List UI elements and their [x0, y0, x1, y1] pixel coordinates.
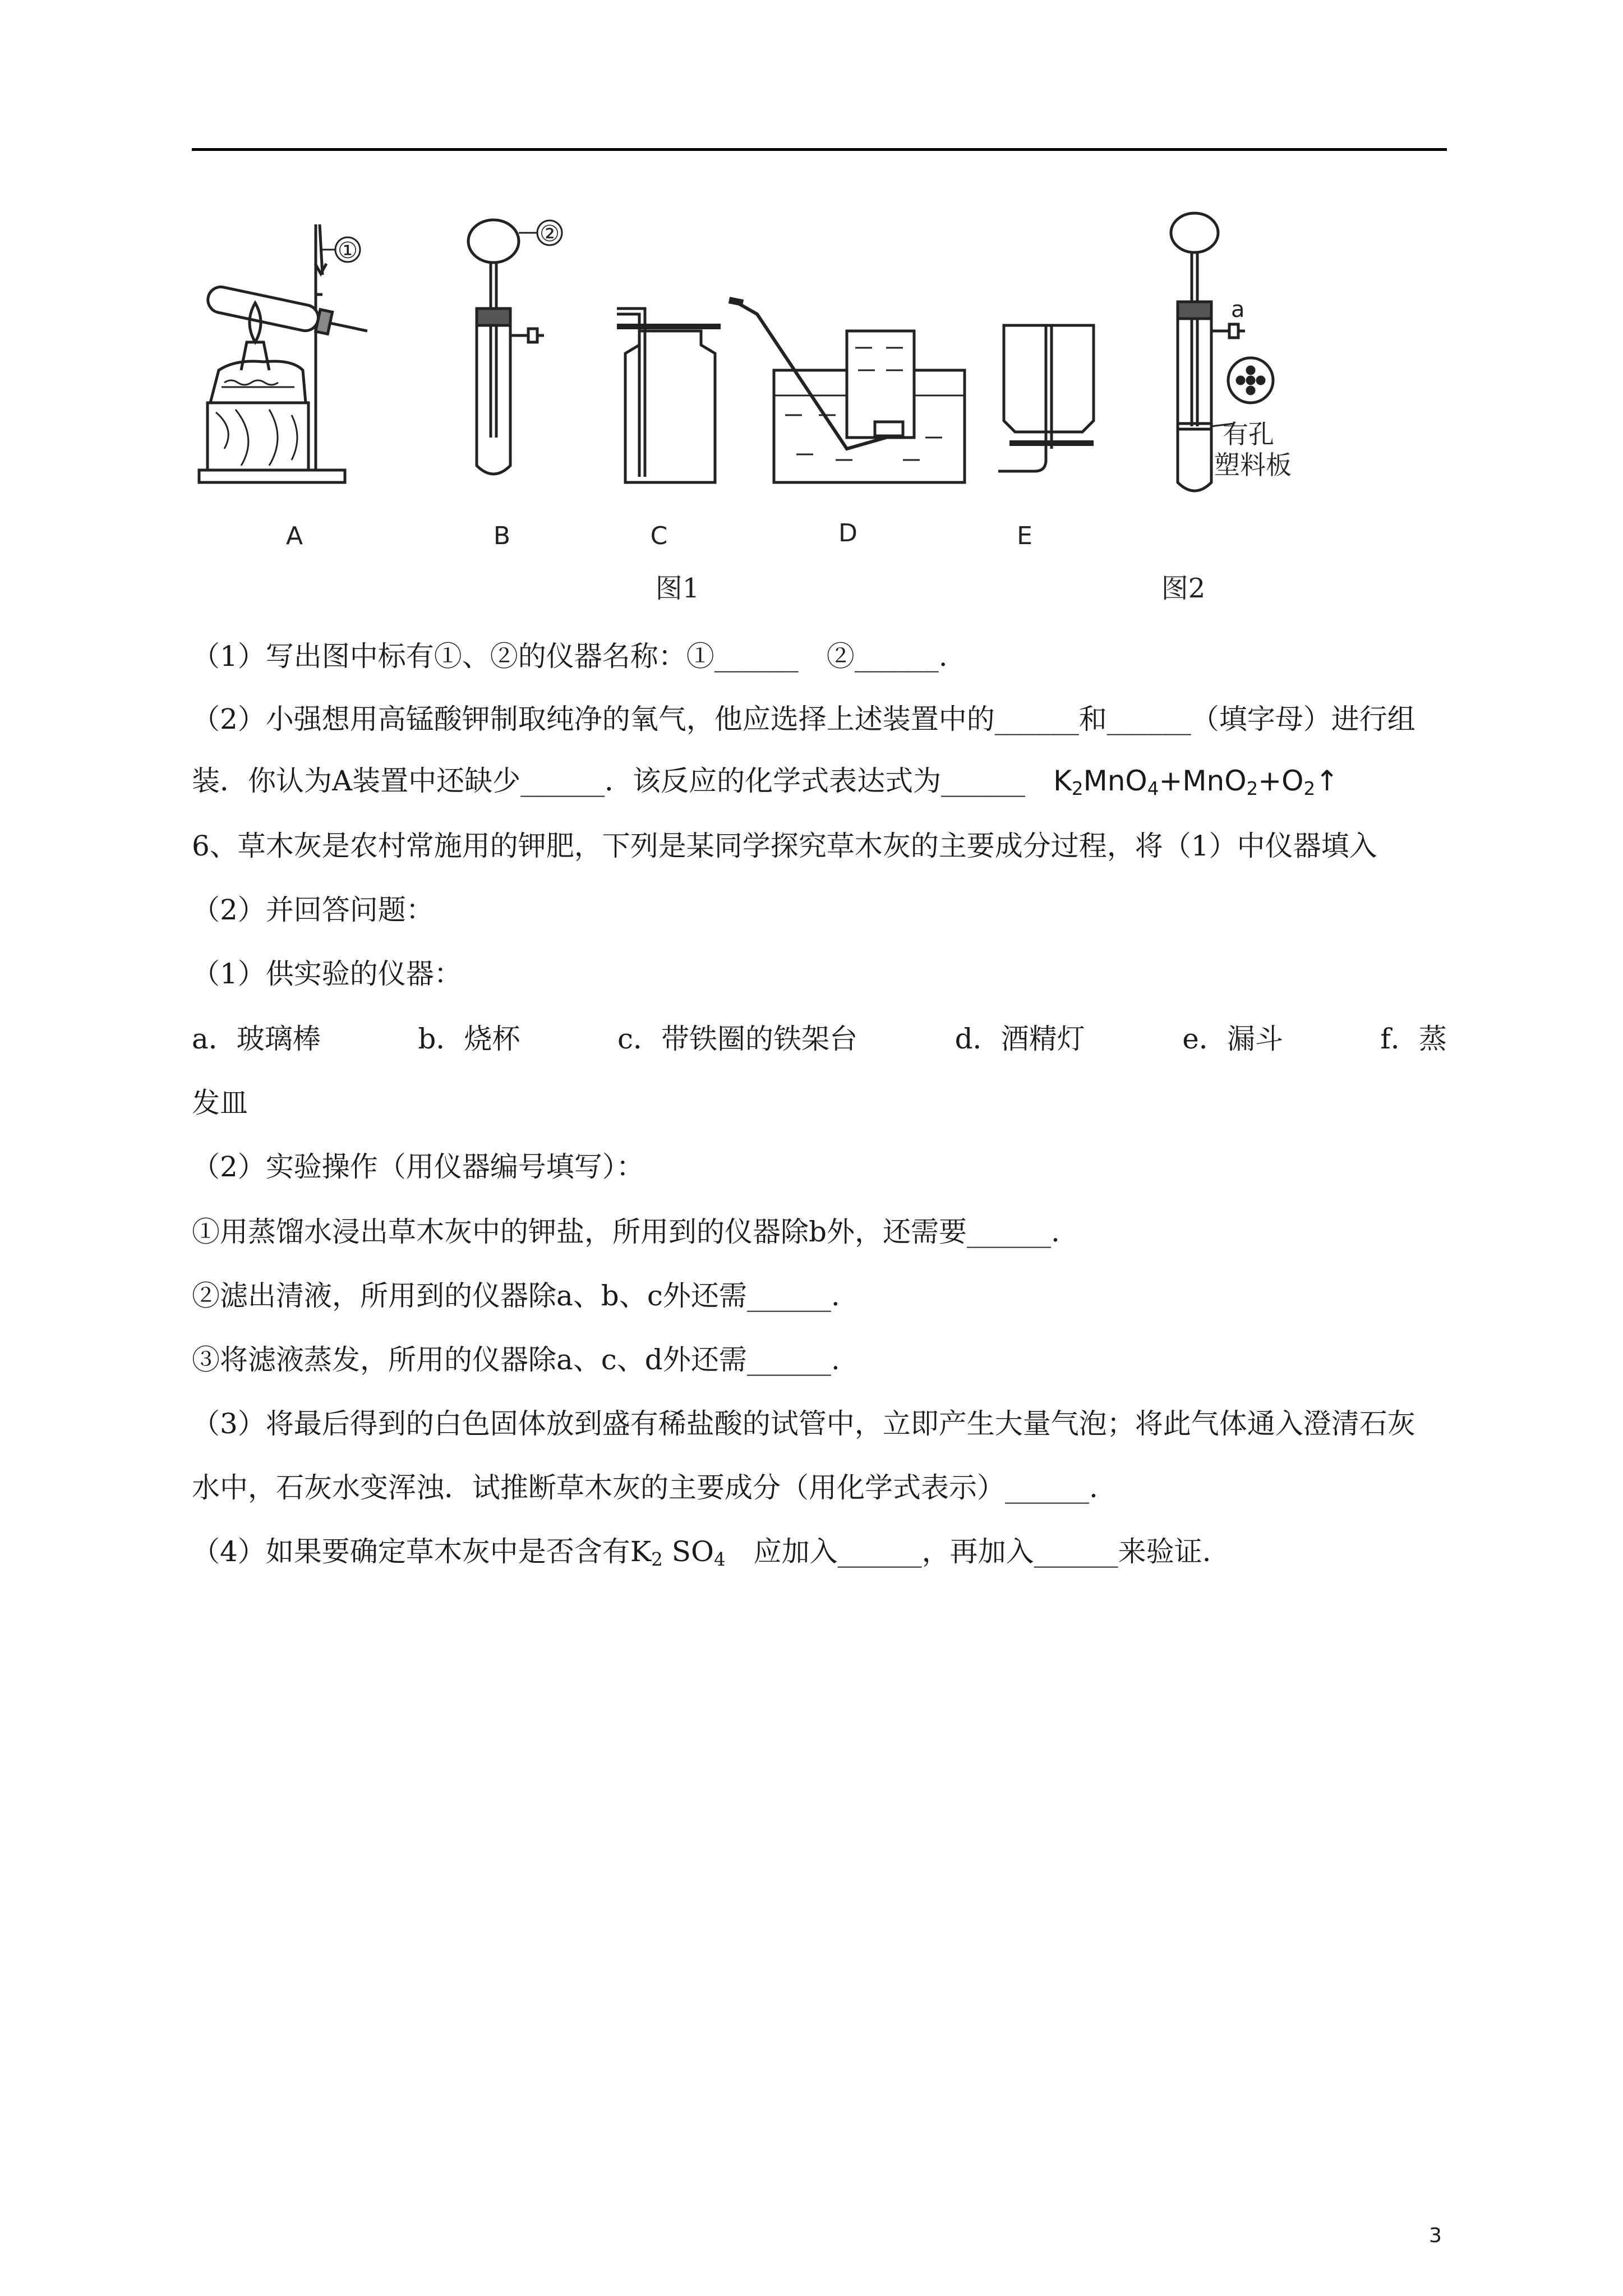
marker2-label: ②	[540, 221, 560, 247]
label-b: B	[493, 522, 511, 550]
q6-part4: （4）如果要确定草木灰中是否含有$K_2$ $SO_4$ 应加入______，再加入______来验证.	[192, 1535, 1211, 1571]
label-a: A	[285, 522, 303, 550]
q5-part1: （1）写出图中标有①、②的仪器名称：①______ ②______.	[192, 640, 948, 673]
label-d: D	[838, 519, 857, 547]
apparatus-e	[998, 325, 1094, 471]
instrument-item-e: e．漏斗	[1182, 1023, 1283, 1055]
valve-label: a	[1231, 297, 1245, 323]
fig1-caption: 图1	[655, 573, 700, 604]
instrument-item-a: a．玻璃棒	[192, 1023, 321, 1055]
q5-part2-text: 装．你认为A装置中还缺少______．该反应的化学式表达式为______	[192, 765, 1054, 797]
q6-step-2: ②滤出清液，所用到的仪器除a、b、c外还需______.	[192, 1280, 840, 1312]
apparatus-figure	[185, 202, 1363, 628]
q5-part2-line2	[192, 764, 1339, 806]
marker1-label: ①	[338, 238, 358, 264]
label-e: E	[1017, 522, 1032, 550]
q6-heading-2: （2）实验操作（用仪器编号填写）：	[192, 1151, 644, 1183]
instrument-item-f: f．蒸	[1380, 1023, 1447, 1055]
q5-part2-line1: （2）小强想用高锰酸钾制取纯净的氧气，他应选择上述装置中的______和______（填字母）进行组	[192, 703, 1415, 735]
fig2-caption: 图2	[1161, 573, 1206, 604]
reaction-formula: $K_2MnO_4+MnO_2+O_2↑$	[1053, 765, 1339, 800]
q6-step-1: ①用蒸馏水浸出草木灰中的钾盐，所用到的仪器除b外，还需要______.	[192, 1216, 1060, 1248]
instrument-item-f-cont: 发皿	[192, 1087, 248, 1119]
q6-part3-line1: （3）将最后得到的白色固体放到盛有稀盐酸的试管中，立即产生大量气泡；将此气体通入澄清石灰	[192, 1407, 1415, 1440]
q6-heading-1: （1）供实验的仪器：	[192, 958, 462, 990]
q6-intro-line1: 6、草木灰是农村常施用的钾肥，下列是某同学探究草木灰的主要成分过程，将（1）中仪器填入	[192, 830, 1377, 862]
instrument-item-c: c．带铁圈的铁架台	[617, 1023, 858, 1055]
label-c: C	[650, 522, 668, 550]
q6-instrument-list	[192, 1022, 1447, 1056]
q6-step-3: ③将滤液蒸发，所用的仪器除a、c、d外还需______.	[192, 1343, 840, 1376]
q6-part3-line2: 水中，石灰水变浑浊．试推断草木灰的主要成分（用化学式表示）______.	[192, 1471, 1098, 1504]
instrument-item-d: d．酒精灯	[955, 1023, 1085, 1055]
page-number: 3	[1429, 2224, 1442, 2247]
apparatus-svg	[185, 202, 1363, 628]
apparatus-b	[468, 220, 544, 474]
q6-intro-line2: （2）并回答问题：	[192, 894, 434, 926]
apparatus-d	[729, 300, 965, 482]
plate-label-2: 塑料板	[1214, 450, 1292, 480]
apparatus-c	[617, 309, 721, 482]
instrument-item-b: b．烧杯	[418, 1023, 520, 1055]
plate-label-1: 有孔	[1223, 419, 1274, 449]
header-rule	[192, 148, 1447, 151]
